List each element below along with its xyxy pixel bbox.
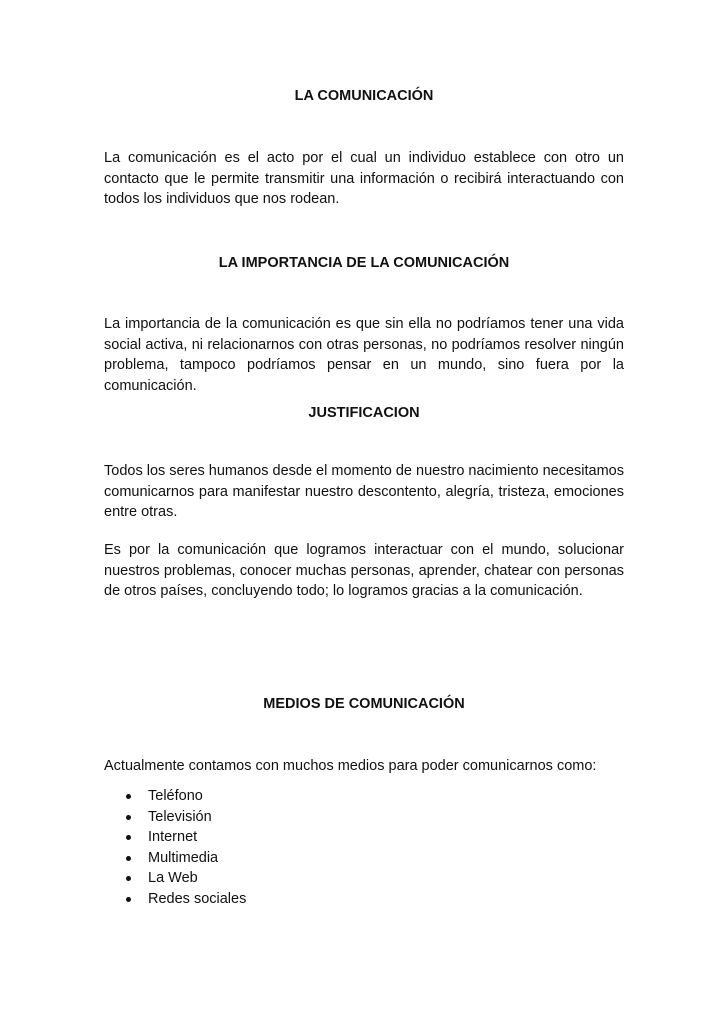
paragraph-importancia: La importancia de la comunicación es que sin ella no podríamos tener una vida social activa, ni relacionarnos con otras personas, no podríamos resolver ningún problema, tampoco podríamos pensar en un mundo, sino fuera por la comunicación. [104, 316, 624, 394]
heading-justificacion: JUSTIFICACION [308, 405, 420, 421]
list-item-label: Multimedia [148, 849, 219, 866]
bullet-icon [126, 876, 131, 881]
list-item [104, 889, 504, 910]
paragraph-justificacion-2: Es por la comunicación que logramos interactuar con el mundo, solucionar nuestros problemas, conocer muchas personas, aprender, chatear con personas de otros países, concluyendo todo; lo logramos gracias a la comunicación. [104, 542, 624, 599]
bullet-icon [126, 794, 131, 799]
paragraph-justificacion-1: Todos los seres humanos desde el momento de nuestro nacimiento necesitamos comunicarnos para manifestar nuestro descontento, alegría, tristeza, emociones entre otras. [104, 463, 624, 520]
bullet-icon [126, 835, 131, 840]
list-item [104, 807, 504, 828]
bullet-icon [126, 815, 131, 820]
list-item-label: La Web [148, 870, 198, 886]
heading-medios: MEDIOS DE COMUNICACIÓN [263, 696, 465, 712]
list-item-label: Televisión [148, 808, 212, 825]
bullet-icon [126, 856, 131, 861]
list-item-label: Teléfono [148, 788, 203, 804]
heading-importancia: LA IMPORTANCIA DE LA COMUNICACIÓN [218, 255, 510, 271]
paragraph-medios-intro: Actualmente contamos con muchos medios para poder comunicarnos como: [104, 758, 597, 774]
list-item-label: Redes sociales [148, 890, 247, 907]
bullet-icon [126, 897, 131, 902]
list-item [104, 848, 504, 869]
heading-la-comunicacion: LA COMUNICACIÓN [294, 88, 434, 104]
list-item [104, 868, 504, 889]
medios-bullet-list [104, 786, 504, 909]
list-item [104, 827, 504, 848]
list-item [104, 786, 504, 807]
list-item-label: Internet [148, 829, 198, 845]
paragraph-definition: La comunicación es el acto por el cual un individuo establece con otro un contacto que le permite transmitir una información o recibirá interactuando con todos los individuos que nos rodean. [104, 150, 624, 207]
